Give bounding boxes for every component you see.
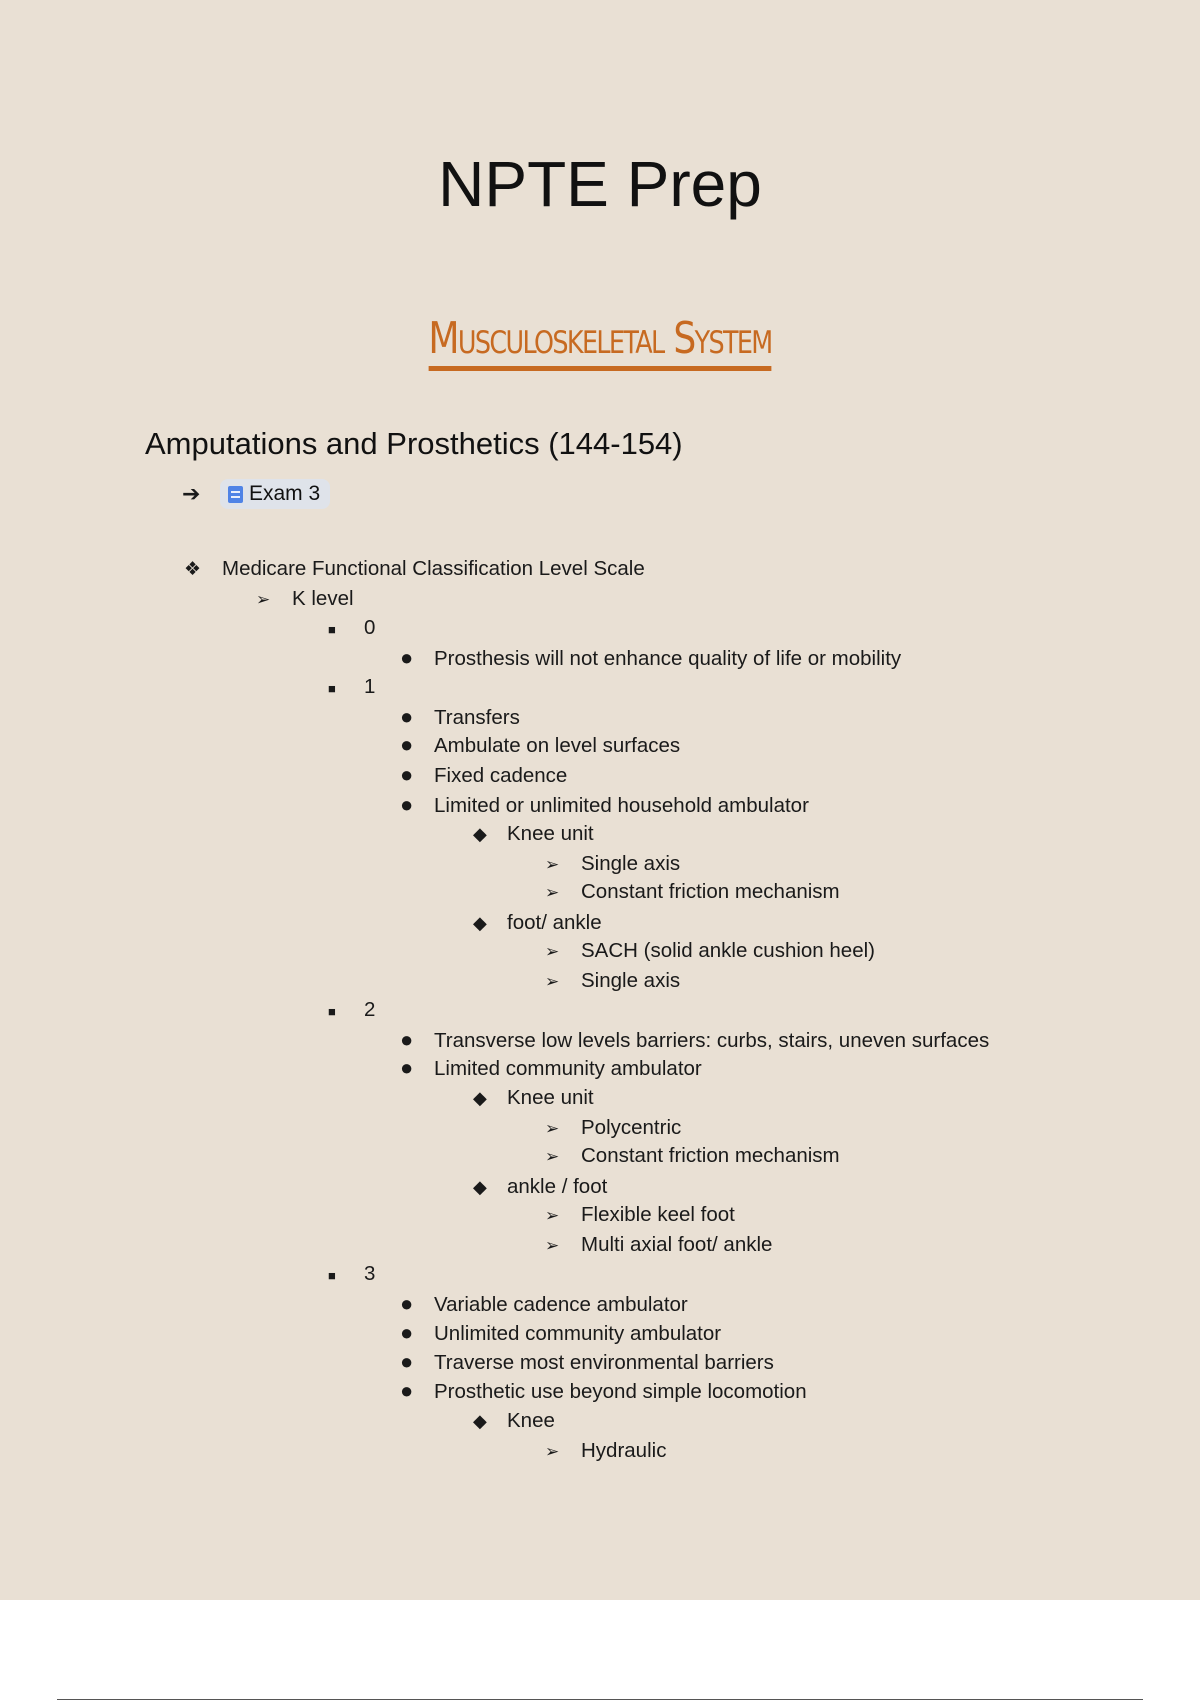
outline-item — [473, 908, 602, 937]
outline-item-text: Constant friction mechanism — [581, 880, 840, 903]
outline-item — [545, 966, 680, 995]
dot-bullet-icon: ● — [400, 1378, 414, 1403]
outline-item — [400, 1025, 989, 1054]
outline-item-text: Single axis — [581, 852, 681, 875]
outline-item — [545, 1141, 840, 1170]
outline-item-text: foot/ ankle — [507, 911, 602, 934]
diamond-star-bullet-icon: ❖ — [184, 559, 202, 580]
exam-link-label: Exam 3 — [249, 482, 321, 505]
arrowhead-bullet-icon: ➢ — [545, 1147, 560, 1166]
outline-item-text: Traverse most environmental barriers — [434, 1351, 774, 1374]
square-bullet-icon: ■ — [328, 1004, 336, 1019]
outline-item — [400, 643, 901, 672]
outline-item-text: ankle / foot — [507, 1175, 608, 1198]
dot-bullet-icon: ● — [400, 1349, 414, 1374]
outline-item-text: 2 — [364, 998, 376, 1021]
outline-item — [545, 849, 680, 878]
outline-item — [328, 1259, 375, 1288]
outline-item-text: Prosthetic use beyond simple locomotion — [434, 1380, 807, 1403]
outline-item — [400, 730, 680, 759]
outline-item-text: Prosthesis will not enhance quality of life or mobility — [434, 647, 902, 670]
outline-item — [473, 1083, 594, 1112]
outline-item-text: Transverse low levels barriers: curbs, stairs, uneven surfaces — [434, 1029, 990, 1052]
outline-item — [400, 1053, 702, 1082]
outline-item-text: Knee unit — [507, 822, 594, 845]
arrowhead-bullet-icon: ➢ — [545, 1119, 560, 1138]
exam-link-row — [182, 478, 330, 510]
dot-bullet-icon: ● — [400, 792, 414, 817]
outline-item — [328, 672, 375, 701]
outline-item-text: Hydraulic — [581, 1439, 667, 1462]
diamond-bullet-icon: ◆ — [473, 1088, 487, 1108]
outline-item-text: 3 — [364, 1262, 376, 1285]
outline-item — [545, 1436, 666, 1465]
arrowhead-bullet-icon: ➢ — [545, 1236, 560, 1255]
outline-item — [400, 1318, 721, 1347]
outline-item-text: Limited or unlimited household ambulator — [434, 794, 809, 817]
outline-item — [400, 702, 520, 731]
arrowhead-bullet-icon: ➢ — [545, 855, 560, 874]
square-bullet-icon: ■ — [328, 681, 336, 696]
outline-item — [473, 819, 594, 848]
outline-item-text: 1 — [364, 675, 376, 698]
section-title — [108, 312, 1092, 371]
outline-item — [400, 760, 567, 789]
outline-item — [545, 1200, 735, 1229]
square-bullet-icon: ■ — [328, 622, 336, 637]
arrowhead-bullet-icon: ➢ — [545, 972, 560, 991]
outline-item-text: Unlimited community ambulator — [434, 1322, 722, 1345]
exam-3-link-chip[interactable] — [220, 479, 330, 509]
outline-item — [473, 1172, 607, 1201]
outline-item-text: Limited community ambulator — [434, 1057, 702, 1080]
outline-item-text: Knee — [507, 1409, 555, 1432]
arrowhead-bullet-icon: ➢ — [545, 883, 560, 902]
arrowhead-bullet-icon: ➢ — [545, 1206, 560, 1225]
diamond-bullet-icon: ◆ — [473, 1411, 487, 1431]
arrowhead-bullet-icon: ➢ — [256, 590, 271, 609]
arrowhead-bullet-icon: ➢ — [545, 942, 560, 961]
diamond-bullet-icon: ◆ — [473, 1177, 487, 1197]
outline-item-text: Polycentric — [581, 1116, 682, 1139]
outline-item — [400, 1347, 774, 1376]
dot-bullet-icon: ● — [400, 704, 414, 729]
outline-item-text: Constant friction mechanism — [581, 1144, 840, 1167]
outline-item — [545, 1113, 681, 1142]
dot-bullet-icon: ● — [400, 645, 414, 670]
dot-bullet-icon: ● — [400, 1320, 414, 1345]
dot-bullet-icon: ● — [400, 1027, 414, 1052]
outline-item-text: K level — [292, 587, 354, 610]
outline-item-text: Fixed cadence — [434, 764, 568, 787]
outline-item-text: Variable cadence ambulator — [434, 1293, 688, 1316]
document-icon — [228, 486, 243, 503]
document-title: NPTE Prep — [438, 148, 762, 220]
outline-item — [400, 1376, 807, 1405]
outline-item-text: Single axis — [581, 969, 681, 992]
dot-bullet-icon: ● — [400, 1055, 414, 1080]
outline-item — [473, 1406, 555, 1435]
diamond-bullet-icon: ◆ — [473, 913, 487, 933]
outline-item — [328, 995, 375, 1024]
outline-item — [545, 877, 840, 906]
outline-item-text: Medicare Functional Classification Level Scale — [222, 557, 645, 580]
arrowhead-bullet-icon: ➢ — [545, 1442, 560, 1461]
outline-item-text: Ambulate on level surfaces — [434, 734, 681, 757]
outline-item — [328, 613, 375, 642]
outline-item-text: 0 — [364, 616, 376, 639]
outline-item-text: Flexible keel foot — [581, 1203, 735, 1226]
diamond-bullet-icon: ◆ — [473, 824, 487, 844]
topic-heading: Amputations and Prosthetics (144-154) — [145, 426, 683, 461]
outline-item-text: Transfers — [434, 706, 520, 729]
outline-item — [184, 554, 645, 583]
outline-item — [545, 1230, 772, 1259]
dot-bullet-icon: ● — [400, 1291, 414, 1316]
outline-item-text: Multi axial foot/ ankle — [581, 1233, 773, 1256]
section-title-text: Musculoskeletal System — [428, 312, 771, 371]
right-arrow-icon: ➔ — [182, 481, 201, 506]
outline-item — [256, 584, 354, 613]
outline-item — [545, 936, 875, 965]
outline-item — [400, 790, 809, 819]
dot-bullet-icon: ● — [400, 762, 414, 787]
outline-item-text: Knee unit — [507, 1086, 594, 1109]
square-bullet-icon: ■ — [328, 1268, 336, 1283]
outline-item — [400, 1289, 688, 1318]
dot-bullet-icon: ● — [400, 732, 414, 757]
outline-item-text: SACH (solid ankle cushion heel) — [581, 939, 875, 962]
